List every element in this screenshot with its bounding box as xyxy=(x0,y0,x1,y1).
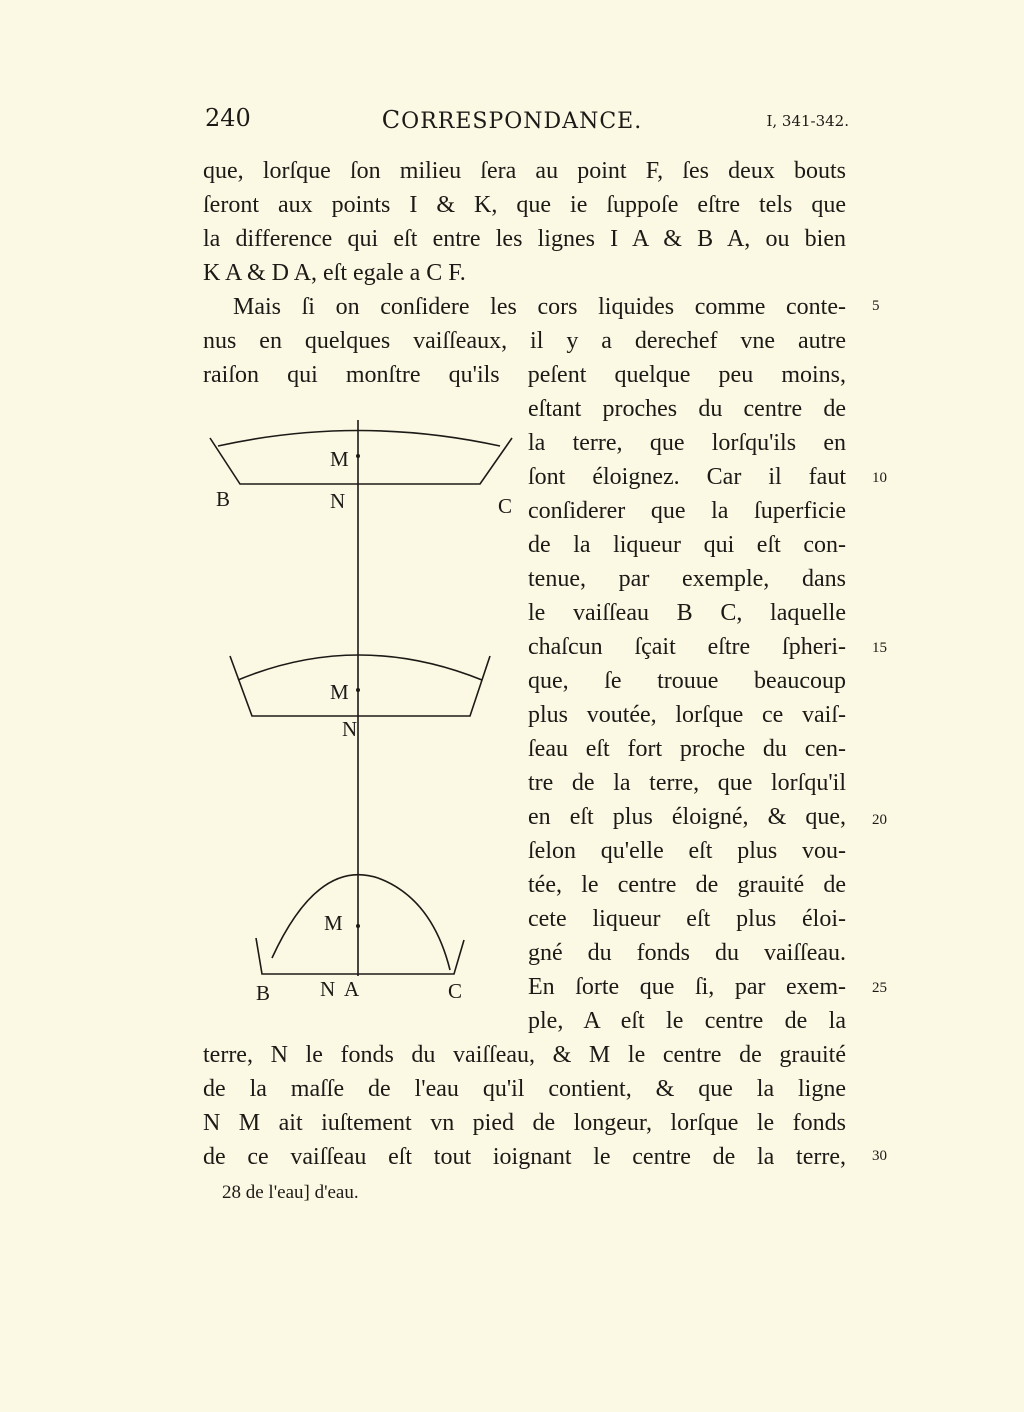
text-line-20: en eſt plus éloigné, & que, xyxy=(528,804,846,830)
line-number-5: 5 xyxy=(872,298,880,314)
label-c-1: C xyxy=(498,494,513,518)
vessel-3-surface xyxy=(272,875,450,970)
running-head xyxy=(0,106,1024,134)
text-line-25: En ſorte que ſi, par exem- xyxy=(528,974,846,1000)
text-line-1: que, lorſque ſon milieu ſera au point F, ſes deux bouts xyxy=(203,158,846,184)
vessel-1-walls xyxy=(210,438,512,484)
label-n-1: N xyxy=(330,489,346,513)
label-m-3: M xyxy=(324,911,343,935)
text-line-2: ſeront aux points I & K, que ie ſuppoſe eſtre tels que xyxy=(203,192,846,218)
point-m-1 xyxy=(356,454,360,458)
text-line-14: le vaiſſeau B C, laquelle xyxy=(528,600,846,626)
text-line-24: gné du fonds du vaiſſeau. xyxy=(528,940,846,966)
text-line-13: tenue, par exemple, dans xyxy=(528,566,846,592)
text-line-22: tée, le centre de grauité de xyxy=(528,872,846,898)
running-head-rest: ORRESPONDANCE. xyxy=(401,109,643,134)
text-line-10: ſont éloignez. Car il faut xyxy=(528,464,846,490)
text-line-11: conſiderer que la ſuperficie xyxy=(528,498,846,524)
label-n-3: N xyxy=(320,977,336,1001)
text-line-30: de ce vaiſſeau eſt tout ioignant le centre de la terre, xyxy=(203,1144,846,1170)
label-b-3: B xyxy=(256,981,271,1005)
text-line-23: cete liqueur eſt plus éloi- xyxy=(528,906,846,932)
text-line-28: de la maſſe de l'eau qu'il contient, & que la ligne xyxy=(203,1076,846,1102)
text-line-19: tre de la terre, que lorſqu'il xyxy=(528,770,846,796)
line-number-25: 25 xyxy=(872,980,887,996)
text-line-27: terre, N le fonds du vaiſſeau, & M le centre de grauité xyxy=(203,1042,846,1068)
line-number-15: 15 xyxy=(872,640,887,656)
label-n-2: N xyxy=(342,717,358,741)
text-line-21: ſelon qu'elle eſt plus vou- xyxy=(528,838,846,864)
text-line-17: plus voutée, lorſque ce vaiſ- xyxy=(528,702,846,728)
text-line-6: nus en quelques vaiſſeaux, il y a derechef vne autre xyxy=(203,328,846,354)
line-number-30: 30 xyxy=(872,1148,887,1164)
vessel-2-walls xyxy=(230,656,490,716)
label-a-3: A xyxy=(344,977,360,1001)
point-m-2 xyxy=(356,688,360,692)
text-line-15: chaſcun ſçait eſtre ſpheri- xyxy=(528,634,846,660)
text-line-7: raiſon qui monſtre qu'ils peſent quelque peu moins, xyxy=(203,362,846,388)
text-line-18: ſeau eſt fort proche du cen- xyxy=(528,736,846,762)
text-line-9: la terre, que lorſqu'ils en xyxy=(528,430,846,456)
vessel-3-walls xyxy=(256,938,464,974)
label-b-1: B xyxy=(216,487,231,511)
vessel-figure xyxy=(200,410,520,1020)
label-m-1: M xyxy=(330,447,349,471)
text-line-5: Mais ſi on conſidere les cors liquides comme conte- xyxy=(233,294,846,320)
text-line-12: de la liqueur qui eſt con- xyxy=(528,532,846,558)
line-number-10: 10 xyxy=(872,470,887,486)
text-line-3: la difference qui eſt entre les lignes I A & B A, ou bien xyxy=(203,226,846,252)
label-c-3: C xyxy=(448,979,463,1003)
line-number-20: 20 xyxy=(872,812,887,828)
page-header xyxy=(0,104,1024,138)
text-line-16: que, ſe trouue beaucoup xyxy=(528,668,846,694)
point-m-3 xyxy=(356,924,360,928)
text-line-8: eſtant proches du centre de xyxy=(528,396,846,422)
vessel-1-surface xyxy=(218,431,500,447)
vessel-diagram xyxy=(200,410,520,1020)
running-head-initial: C xyxy=(381,106,402,134)
page-number: 240 xyxy=(205,104,251,132)
text-line-29: N M ait iuſtement vn pied de longeur, lorſque le fonds xyxy=(203,1110,846,1136)
footnote: 28 de l'eau] d'eau. xyxy=(222,1182,359,1203)
vessel-2-surface xyxy=(238,655,482,680)
label-m-2: M xyxy=(330,680,349,704)
page-reference: I, 341-342. xyxy=(766,112,849,130)
text-line-26: ple, A eſt le centre de la xyxy=(528,1008,846,1034)
text-line-4: K A & D A, eſt egale a C F. xyxy=(203,260,466,286)
